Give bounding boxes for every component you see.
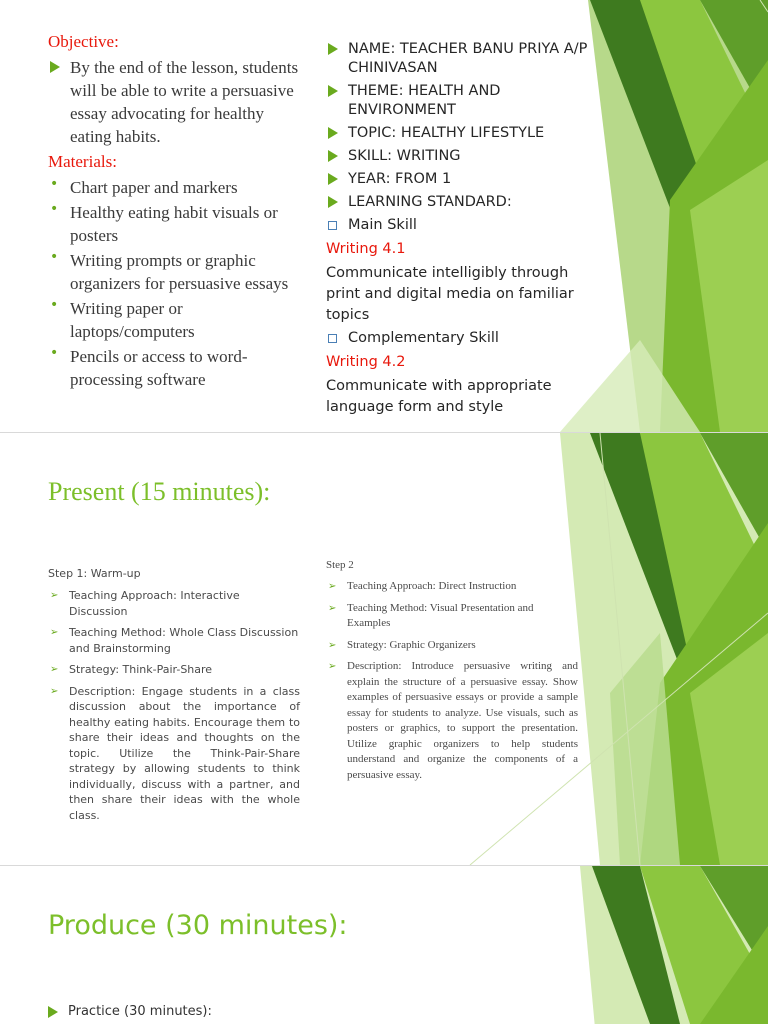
bullet-arrow-icon: ➢ xyxy=(328,661,337,672)
materials-item: • Writing paper or laptops/computers xyxy=(48,297,304,343)
bullet-arrow-icon xyxy=(328,196,338,208)
bullet-arrow-icon xyxy=(328,173,338,185)
step1-heading: Step 1: Warm-up xyxy=(48,567,141,580)
slide-produce xyxy=(0,866,768,1024)
bullet-arrow-icon: ➢ xyxy=(328,581,337,592)
checkbox-bullet-icon xyxy=(328,221,337,230)
year: YEAR: FROM 1 xyxy=(326,170,588,189)
writing-41-text: Communicate intelligibly through print and digital media on familiar topics xyxy=(326,265,574,323)
step1-item: ➢ Teaching Method: Whole Class Discussion and Brainstorming xyxy=(50,626,299,655)
bullet-arrow-icon: ➢ xyxy=(50,590,59,601)
step2-heading: Step 2 xyxy=(326,559,354,571)
bullet-arrow-icon: ➢ xyxy=(50,627,59,638)
bullet-arrow-icon xyxy=(50,61,60,73)
checkbox-bullet-icon xyxy=(328,334,337,343)
step2-item: ➢ Teaching Method: Visual Presentation and Examples xyxy=(328,601,534,629)
objective-heading: Objective: xyxy=(48,32,119,51)
bullet-dot-icon: • xyxy=(50,176,59,192)
step1-item: ➢ Description: Engage students in a class discussion about the importance of healthy eating habits. Encourage them to share their ideas and thoughts on the topic. Utilize the Think-Pair-Share strategy by allowing students to think individually, discuss with a partner, and then share their ideas with the whole class. xyxy=(50,684,300,822)
objective-item: By the end of the lesson, students will be able to write a persuasive essay advocating for healthy eating habits. xyxy=(48,56,304,148)
bullet-arrow-icon: ➢ xyxy=(328,639,337,651)
bullet-dot-icon: • xyxy=(50,297,59,313)
produce-title: Produce (30 minutes): xyxy=(48,910,348,941)
practice-item: Practice (30 minutes): xyxy=(48,1004,212,1019)
writing-41-label: Writing 4.1 xyxy=(326,241,406,257)
main-skill: Main Skill xyxy=(326,216,588,235)
bullet-arrow-icon: ➢ xyxy=(328,602,337,614)
step1-item: ➢ Teaching Approach: Interactive Discussion xyxy=(50,589,240,618)
step2-column xyxy=(326,559,578,789)
slide-present xyxy=(0,433,768,865)
bullet-arrow-icon xyxy=(328,85,338,97)
materials-item: • Chart paper and markers xyxy=(48,176,304,199)
teacher-name: NAME: TEACHER BANU PRIYA A/P CHINIVASAN xyxy=(326,40,588,78)
writing-42-label: Writing 4.2 xyxy=(326,354,406,370)
step1-item: ➢ Strategy: Think-Pair-Share xyxy=(50,663,213,676)
bullet-dot-icon: • xyxy=(50,249,59,265)
slide-lesson-overview xyxy=(0,0,768,432)
bullet-dot-icon: • xyxy=(50,345,59,361)
green-decoration xyxy=(0,866,768,1024)
skill: SKILL: WRITING xyxy=(326,147,588,166)
bullet-dot-icon: • xyxy=(50,201,59,217)
bullet-arrow-icon xyxy=(328,150,338,162)
writing-42-text: Communicate with appropriate language form and style xyxy=(326,378,552,415)
materials-item: • Pencils or access to word-processing software xyxy=(48,345,304,391)
bullet-arrow-icon xyxy=(328,43,338,55)
materials-heading: Materials: xyxy=(48,152,117,171)
topic: TOPIC: HEALTHY LIFESTYLE xyxy=(326,124,588,143)
step2-item: ➢ Description: Introduce persuasive writing and explain the structure of a persuasive essay. Show examples of persuasive essays or provide a sample essay for students to analyze. Use visuals, such as posters or graphics, to support the presentation. Utilize graphic organizers to help students understand and organize the components of a persuasive essay. xyxy=(328,660,578,781)
step1-column xyxy=(48,567,300,829)
complementary-skill: Complementary Skill xyxy=(326,329,588,348)
bullet-arrow-icon: ➢ xyxy=(50,685,59,697)
theme: THEME: HEALTH AND ENVIRONMENT xyxy=(326,82,588,120)
bullet-arrow-icon: ➢ xyxy=(50,664,59,675)
materials-item: • Healthy eating habit visuals or posters xyxy=(48,201,304,247)
bullet-arrow-icon xyxy=(328,127,338,139)
learning-standard: LEARNING STANDARD: xyxy=(326,193,588,212)
bullet-arrow-icon xyxy=(48,1006,58,1018)
step2-item: ➢ Teaching Approach: Direct Instruction xyxy=(326,579,578,595)
step2-item: ➢ Strategy: Graphic Organizers xyxy=(326,638,578,654)
present-title: Present (15 minutes): xyxy=(48,477,271,506)
materials-item: • Writing prompts or graphic organizers for persuasive essays xyxy=(48,249,304,295)
